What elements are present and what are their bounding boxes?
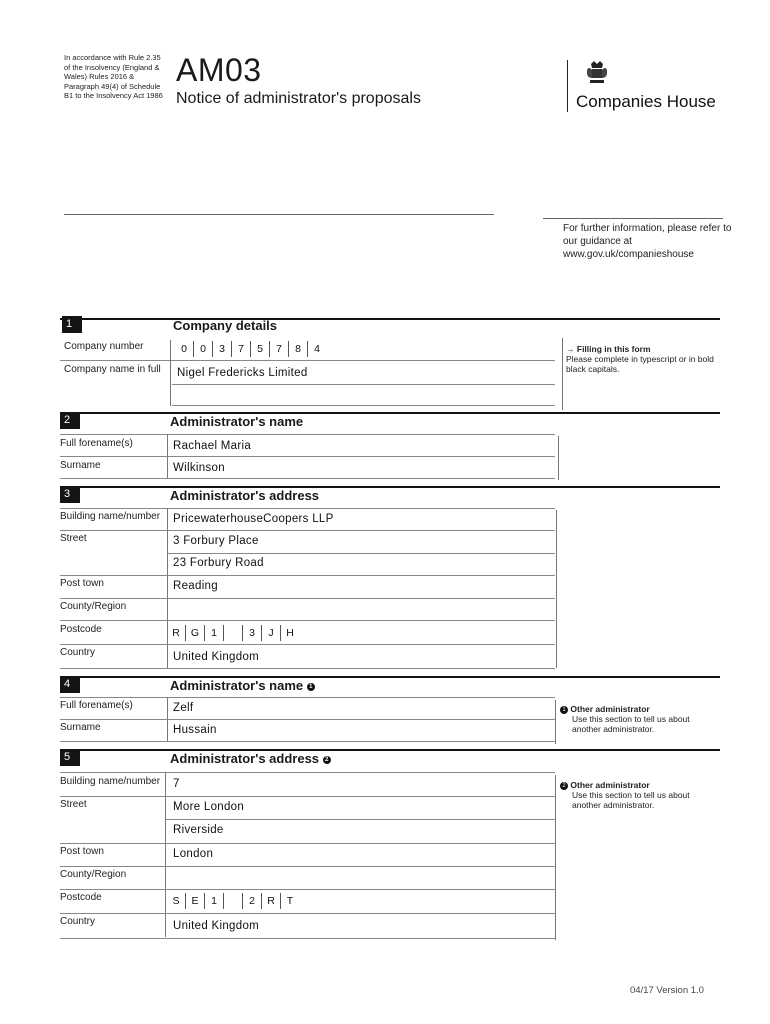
section-title bbox=[170, 678, 315, 693]
company-number-digit-box[interactable]: 4 bbox=[307, 341, 326, 357]
building-field[interactable]: PricewaterhouseCoopers LLP bbox=[173, 513, 334, 525]
row-divider bbox=[60, 697, 555, 698]
building-label: Building name/number bbox=[60, 511, 161, 522]
post-town-field[interactable]: Reading bbox=[173, 580, 218, 592]
row-divider bbox=[166, 819, 555, 820]
legal-reference-text: In accordance with Rule 2.35 of the Insolvency (England & Wales) Rules 2016 & Paragraph 49(4) of Schedule B1 to the Insolvency Act 1986 bbox=[64, 53, 163, 100]
row-divider bbox=[168, 553, 555, 554]
row-divider bbox=[60, 575, 555, 576]
country-label: Country bbox=[60, 647, 96, 658]
note-divider bbox=[556, 510, 557, 668]
brand-name: Companies House bbox=[576, 92, 716, 111]
post-town-field[interactable]: London bbox=[173, 848, 214, 860]
postcode-char-box[interactable] bbox=[223, 893, 242, 909]
surname-field[interactable]: Wilkinson bbox=[173, 462, 225, 474]
postcode-char-box[interactable]: 3 bbox=[242, 625, 261, 641]
info-icon: 2 bbox=[323, 756, 331, 764]
form-code: AM03 bbox=[176, 52, 262, 88]
postcode-char-box[interactable]: 1 bbox=[204, 893, 223, 909]
section-title: Administrator's address bbox=[170, 488, 320, 503]
info-icon: 1 bbox=[560, 706, 568, 714]
note-title: Other administrator bbox=[570, 704, 650, 714]
forenames-field[interactable]: Rachael Maria bbox=[173, 440, 252, 452]
section-number: 1 bbox=[62, 316, 82, 333]
postcode-char-box[interactable]: J bbox=[261, 625, 280, 641]
postcode-char-box[interactable]: R bbox=[261, 893, 280, 909]
info-icon: 2 bbox=[560, 782, 568, 790]
brand-divider bbox=[567, 60, 568, 112]
section-title-text: Administrator's name bbox=[170, 678, 304, 693]
country-label: Country bbox=[60, 916, 96, 927]
company-number-digit-box[interactable]: 0 bbox=[181, 343, 187, 355]
section-rule bbox=[60, 749, 720, 751]
row-divider bbox=[60, 913, 555, 914]
company-number-field[interactable] bbox=[175, 341, 326, 357]
postcode-field[interactable] bbox=[167, 625, 299, 641]
royal-crest-icon bbox=[585, 60, 609, 86]
row-divider bbox=[60, 796, 555, 797]
row-divider bbox=[60, 719, 555, 720]
postcode-label: Postcode bbox=[60, 624, 102, 635]
row-divider bbox=[60, 938, 555, 939]
postcode-char-box[interactable]: T bbox=[280, 893, 299, 909]
company-number-digit-box[interactable]: 0 bbox=[193, 341, 212, 357]
field-divider bbox=[170, 340, 171, 406]
section-rule bbox=[60, 676, 720, 678]
postcode-char-box[interactable]: R bbox=[172, 627, 180, 639]
row-divider bbox=[60, 598, 555, 599]
row-divider bbox=[60, 889, 555, 890]
other-administrator-note bbox=[560, 704, 715, 734]
row-divider bbox=[172, 384, 555, 385]
building-field[interactable]: 7 bbox=[173, 778, 180, 790]
county-label: County/Region bbox=[60, 601, 127, 612]
postcode-char-box[interactable]: 1 bbox=[204, 625, 223, 641]
company-number-label: Company number bbox=[64, 341, 144, 352]
row-divider bbox=[60, 866, 555, 867]
postcode-char-box[interactable]: E bbox=[185, 893, 204, 909]
row-divider bbox=[60, 772, 555, 773]
street-field[interactable]: More London bbox=[173, 801, 245, 813]
forenames-label: Full forename(s) bbox=[60, 438, 133, 449]
note-text: Please complete in typescript or in bold black capitals. bbox=[566, 354, 714, 374]
company-name-label: Company name in full bbox=[64, 364, 161, 375]
row-divider bbox=[172, 405, 555, 406]
section-rule bbox=[60, 486, 720, 488]
section-rule bbox=[60, 318, 720, 320]
note-title: Filling in this form bbox=[576, 344, 651, 354]
street-line2-field[interactable]: 23 Forbury Road bbox=[173, 557, 264, 569]
section-title: Company details bbox=[173, 318, 278, 333]
postcode-label: Postcode bbox=[60, 892, 102, 903]
filling-in-note bbox=[566, 344, 716, 374]
row-divider bbox=[60, 434, 555, 435]
section-rule bbox=[60, 412, 720, 414]
section-title: Administrator's name bbox=[170, 414, 304, 429]
postcode-char-box[interactable] bbox=[223, 625, 242, 641]
row-divider bbox=[60, 508, 555, 509]
street-field[interactable]: 3 Forbury Place bbox=[173, 535, 259, 547]
country-field[interactable]: United Kingdom bbox=[173, 920, 260, 932]
company-number-digit-box[interactable]: 7 bbox=[269, 341, 288, 357]
row-divider bbox=[60, 644, 555, 645]
postcode-char-box[interactable]: 2 bbox=[242, 893, 261, 909]
note-divider bbox=[558, 436, 559, 480]
building-label: Building name/number bbox=[60, 776, 161, 787]
forenames-label: Full forename(s) bbox=[60, 700, 133, 711]
row-divider bbox=[60, 456, 555, 457]
row-divider bbox=[60, 668, 555, 669]
surname-field[interactable]: Hussain bbox=[173, 724, 217, 736]
postcode-char-box[interactable]: H bbox=[280, 625, 299, 641]
note-divider bbox=[555, 775, 556, 940]
street-label: Street bbox=[60, 799, 87, 810]
street-line2-field[interactable]: Riverside bbox=[173, 824, 224, 836]
section-number: 3 bbox=[60, 486, 80, 503]
section-number: 2 bbox=[60, 412, 80, 429]
section-number: 4 bbox=[60, 676, 80, 693]
postcode-char-box[interactable]: G bbox=[185, 625, 204, 641]
postcode-char-box[interactable]: S bbox=[172, 895, 180, 907]
row-divider bbox=[60, 360, 555, 361]
row-divider bbox=[60, 843, 555, 844]
note-text: Use this section to tell us about another administrator. bbox=[572, 714, 690, 734]
post-town-label: Post town bbox=[60, 578, 104, 589]
company-number-digit-box[interactable]: 8 bbox=[288, 341, 307, 357]
further-information-text: For further information, please refer to our guidance at www.gov.uk/companieshouse bbox=[563, 223, 732, 260]
section-title bbox=[170, 751, 331, 766]
section-title-text: Administrator's address bbox=[170, 751, 320, 766]
row-divider bbox=[60, 530, 555, 531]
row-divider bbox=[60, 741, 555, 742]
info-icon: 1 bbox=[307, 683, 315, 691]
company-number-digit-box[interactable]: 3 bbox=[212, 341, 231, 357]
forenames-field[interactable]: Zelf bbox=[173, 702, 194, 714]
header-divider-right bbox=[543, 218, 723, 219]
company-number-digit-box[interactable]: 7 bbox=[231, 341, 250, 357]
post-town-label: Post town bbox=[60, 846, 104, 857]
street-label: Street bbox=[60, 533, 87, 544]
postcode-field[interactable] bbox=[167, 893, 299, 909]
note-text: Use this section to tell us about another administrator. bbox=[572, 790, 690, 810]
country-field[interactable]: United Kingdom bbox=[173, 651, 260, 663]
row-divider bbox=[60, 620, 555, 621]
surname-label: Surname bbox=[60, 460, 101, 471]
surname-label: Surname bbox=[60, 722, 101, 733]
row-divider bbox=[60, 478, 555, 479]
note-title: Other administrator bbox=[570, 780, 650, 790]
header-divider bbox=[64, 214, 494, 215]
form-title: Notice of administrator's proposals bbox=[176, 90, 421, 107]
company-number-digit-box[interactable]: 5 bbox=[250, 341, 269, 357]
other-administrator-note bbox=[560, 780, 715, 810]
section-number: 5 bbox=[60, 749, 80, 766]
note-divider bbox=[562, 338, 563, 410]
note-divider bbox=[555, 700, 556, 744]
arrow-right-icon: → bbox=[566, 344, 575, 354]
county-label: County/Region bbox=[60, 869, 127, 880]
company-name-field[interactable]: Nigel Fredericks Limited bbox=[177, 367, 308, 379]
version-footer: 04/17 Version 1.0 bbox=[630, 985, 704, 996]
